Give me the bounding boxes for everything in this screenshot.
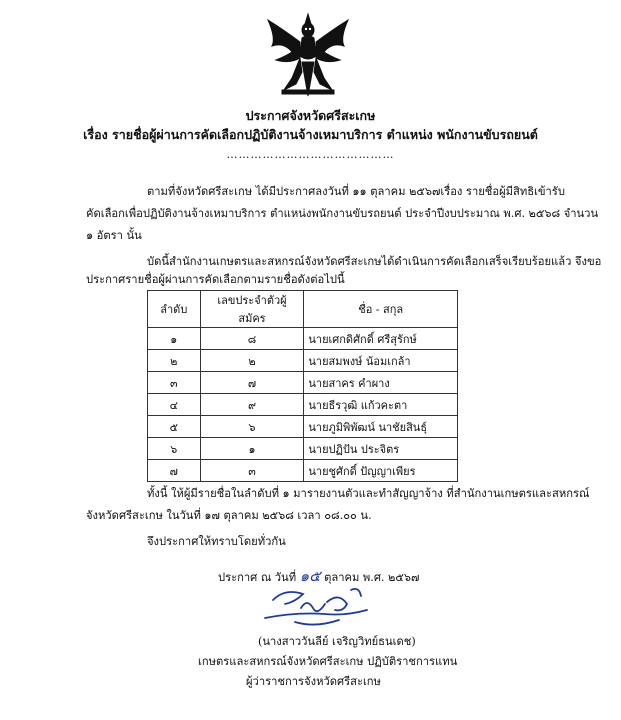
row-applicant-number: ๓ (200, 460, 304, 482)
garuda-emblem-icon (262, 12, 354, 98)
row-applicant-number: ๗ (200, 372, 304, 394)
announcement-subject: เรื่อง รายชื่อผู้ผ่านการคัดเลือกปฏิบัติงานจ้างเหมาบริการ ตำแหน่ง พนักงานขับรถยนต์ (83, 127, 538, 142)
paragraph-2-line-1: บัดนี้สำนักงานเกษตรและสหกรณ์จังหวัดศรีสะเกษได้ดำเนินการคัดเลือกเสร็จเรียบร้อยแล้ว จึงขอ (147, 255, 602, 268)
announce-closing: จึงประกาศให้ทราบโดยทั่วกัน (147, 535, 286, 548)
row-full-name: นายภูมิพิพัฒน์ นาชัยสินธุ์ (304, 416, 458, 438)
separator-dots: …………………………………… (226, 148, 395, 161)
paragraph-1-line-1: ตามที่จังหวัดศรีสะเกษ ได้มีประกาศลงวันที่ ๑๑ ตุลาคม ๒๕๖๗เรื่อง รายชื่อผู้มีสิทธิเข้ารับ (147, 185, 565, 198)
date-prefix: ประกาศ ณ วันที่ (218, 571, 297, 584)
header-full-name: ชื่อ - สกุล (304, 291, 458, 328)
row-full-name: นายเศกดิศักดิ์ ศรีสุรักษ์ (304, 328, 458, 350)
table-row (148, 328, 458, 350)
table-row (148, 460, 458, 482)
paragraph-1-line-3: ๑ อัตรา นั้น (86, 229, 142, 242)
row-applicant-number: ๑ (200, 438, 304, 460)
table-row (148, 416, 458, 438)
applicant-table (147, 290, 458, 482)
row-order: ๔ (148, 394, 201, 416)
row-order: ๑ (148, 328, 201, 350)
paragraph-2-line-2: ประกาศรายชื่อผู้ผ่านการคัดเลือกตามรายชื่อดังต่อไปนี้ (86, 273, 345, 286)
row-full-name: นายปฏิปัน ประจิตร (304, 438, 458, 460)
row-full-name: นายชูศักดิ์ ปัญญาเพียร (304, 460, 458, 482)
row-applicant-number: ๒ (200, 350, 304, 372)
table-row (148, 372, 458, 394)
header-order: ลำดับ (148, 291, 201, 328)
paragraph-1-line-2: คัดเลือกเพื่อปฏิบัติงานจ้างเหมาบริการ ตำแหน่งพนักงานขับรถยนต์ ประจำปีงบประมาณ พ.ศ. ๒๕๖๘ จำนวน (86, 207, 599, 220)
handwritten-signature-icon (255, 582, 375, 632)
date-suffix: ตุลาคม พ.ศ. ๒๕๖๗ (324, 571, 420, 584)
row-full-name: นายสมพงษ์ น้อมเกล้า (304, 350, 458, 372)
header-applicant-number: เลขประจำตัวผู้สมัคร (200, 291, 304, 328)
row-applicant-number: ๖ (200, 416, 304, 438)
table-row (148, 394, 458, 416)
row-order: ๓ (148, 372, 201, 394)
row-applicant-number: ๘ (200, 328, 304, 350)
signer-name: (นางสาววันลีย์ เจริญวิทย์ธนเดช) (258, 635, 416, 648)
row-order: ๗ (148, 460, 201, 482)
date-day-handwritten: ๑๕ (299, 567, 321, 585)
row-order: ๖ (148, 438, 201, 460)
signer-position-line-2: ผู้ว่าราชการจังหวัดศรีสะเกษ (246, 675, 381, 688)
row-full-name: นายสาคร คำผาง (304, 372, 458, 394)
table-row (148, 438, 458, 460)
row-order: ๕ (148, 416, 201, 438)
row-full-name: นายธีรวุฒิ แก้วคะตา (304, 394, 458, 416)
table-header-row (148, 291, 458, 328)
paragraph-3-line-2: จังหวัดศรีสะเกษ ในวันที่ ๑๗ ตุลาคม ๒๕๖๘ เวลา ๐๘.๐๐ น. (86, 509, 372, 522)
signer-position-line-1: เกษตรและสหกรณ์จังหวัดศรีสะเกษ ปฏิบัติราชการแทน (198, 655, 458, 668)
announcement-title: ประกาศจังหวัดศรีสะเกษ (245, 108, 376, 123)
row-order: ๒ (148, 350, 201, 372)
table-row (148, 350, 458, 372)
paragraph-3-line-1: ทั้งนี้ ให้ผู้มีรายชื่อในลำดับที่ ๑ มารายงานตัวและทำสัญญาจ้าง ที่สำนักงานเกษตรและสหกรณ์ (147, 487, 590, 500)
row-applicant-number: ๙ (200, 394, 304, 416)
